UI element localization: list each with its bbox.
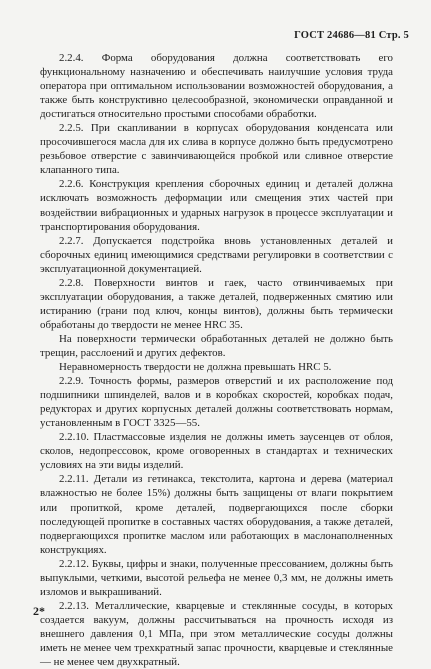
paragraph-2-2-9: 2.2.9. Точность формы, размеров отверстий и их расположение под подшипники шпинделей, валов и в коробках скоростей, коробках подач, редукторах и других корпусных деталей должны соответствовать нормам, установленным в ГОСТ 3325—55. (40, 375, 393, 430)
paragraph-2-2-10: 2.2.10. Пластмассовые изделия не должны иметь заусенцев от облоя, сколов, недопрессовок, кроме оговоренных в стандартах и технических условиях на эти виды изделий. (40, 431, 393, 472)
paragraph-2-2-8: 2.2.8. Поверхности винтов и гаек, часто отвинчиваемых при эксплуатации оборудования, а также деталей, подверженных смятию или истиранию (грани под ключ, концы винтов), должны быть термически обработаны до твердости не менее HRC 35. (40, 276, 393, 331)
paragraph-2-2-11: 2.2.11. Детали из гетинакса, текстолита, картона и дерева (материал влажностью не более 15%) должны быть защищены от влаги покрытием или пропиткой, кроме деталей, подвергающихся после сборки последующей пропитке в составных частях оборудования, а также деталей, подвергающихся пропитке маслом или работающих в маслонаполненных конструкциях. (40, 473, 393, 556)
paragraph-2-2-8-hardness: Неравномерность твердости не должна превышать HRC 5. (59, 361, 332, 374)
paragraph-2-2-4: 2.2.4. Форма оборудования должна соответствовать его функциональному назначению и обеспечивать наилучшие условия труда оператора при оптимальном использовании возможностей оборудования, а также быть конструктивно целесообразной, экономически оправданной и достигаться относительно простыми способами обработки. (40, 52, 393, 121)
page-header: ГОСТ 24686—81 Стр. 5 (294, 30, 409, 41)
paragraph-2-2-7: 2.2.7. Допускается подстройка вновь установленных деталей и сборочных единиц имеющимися средствами регулировки в соответствии с эксплуатационной документацией. (40, 234, 393, 275)
page-signature-mark: 2* (33, 604, 45, 618)
paragraph-2-2-5: 2.2.5. При скапливании в корпусах оборудования конденсата или просочившегося масла для их слива в корпусе должно быть предусмотрено резьбовое отверстие с завинчивающейся пробкой или сливное отверстие клапанного типа. (40, 122, 393, 177)
paragraph-2-2-12: 2.2.12. Буквы, цифры и знаки, полученные прессованием, должны быть выпуклыми, четкими, высотой рельефа не менее 0,3 мм, не должны иметь изломов и выкрашиваний. (40, 557, 393, 598)
paragraph-2-2-13: 2.2.13. Металлические, кварцевые и стеклянные сосуды, в которых создается вакуум, должны рассчитываться на прочность исходя из внешнего давления 0,1 МПа, при этом металлические сосуды должны иметь не менее чем трехкратный запас прочности, кварцевые и стеклянные — не менее чем двухкратный. (40, 599, 393, 669)
paragraph-2-2-6: 2.2.6. Конструкция крепления сборочных единиц и деталей должна исключать возможность деформации или смещения этих частей при воздействии вибрационных и ударных нагрузок в процессе эксплуатации и транспортирования оборудования. (40, 178, 393, 233)
document-body (40, 51, 393, 669)
paragraph-2-2-8-defects: На поверхности термически обработанных деталей не должно быть трещин, расслоений и других дефектов. (40, 332, 393, 359)
